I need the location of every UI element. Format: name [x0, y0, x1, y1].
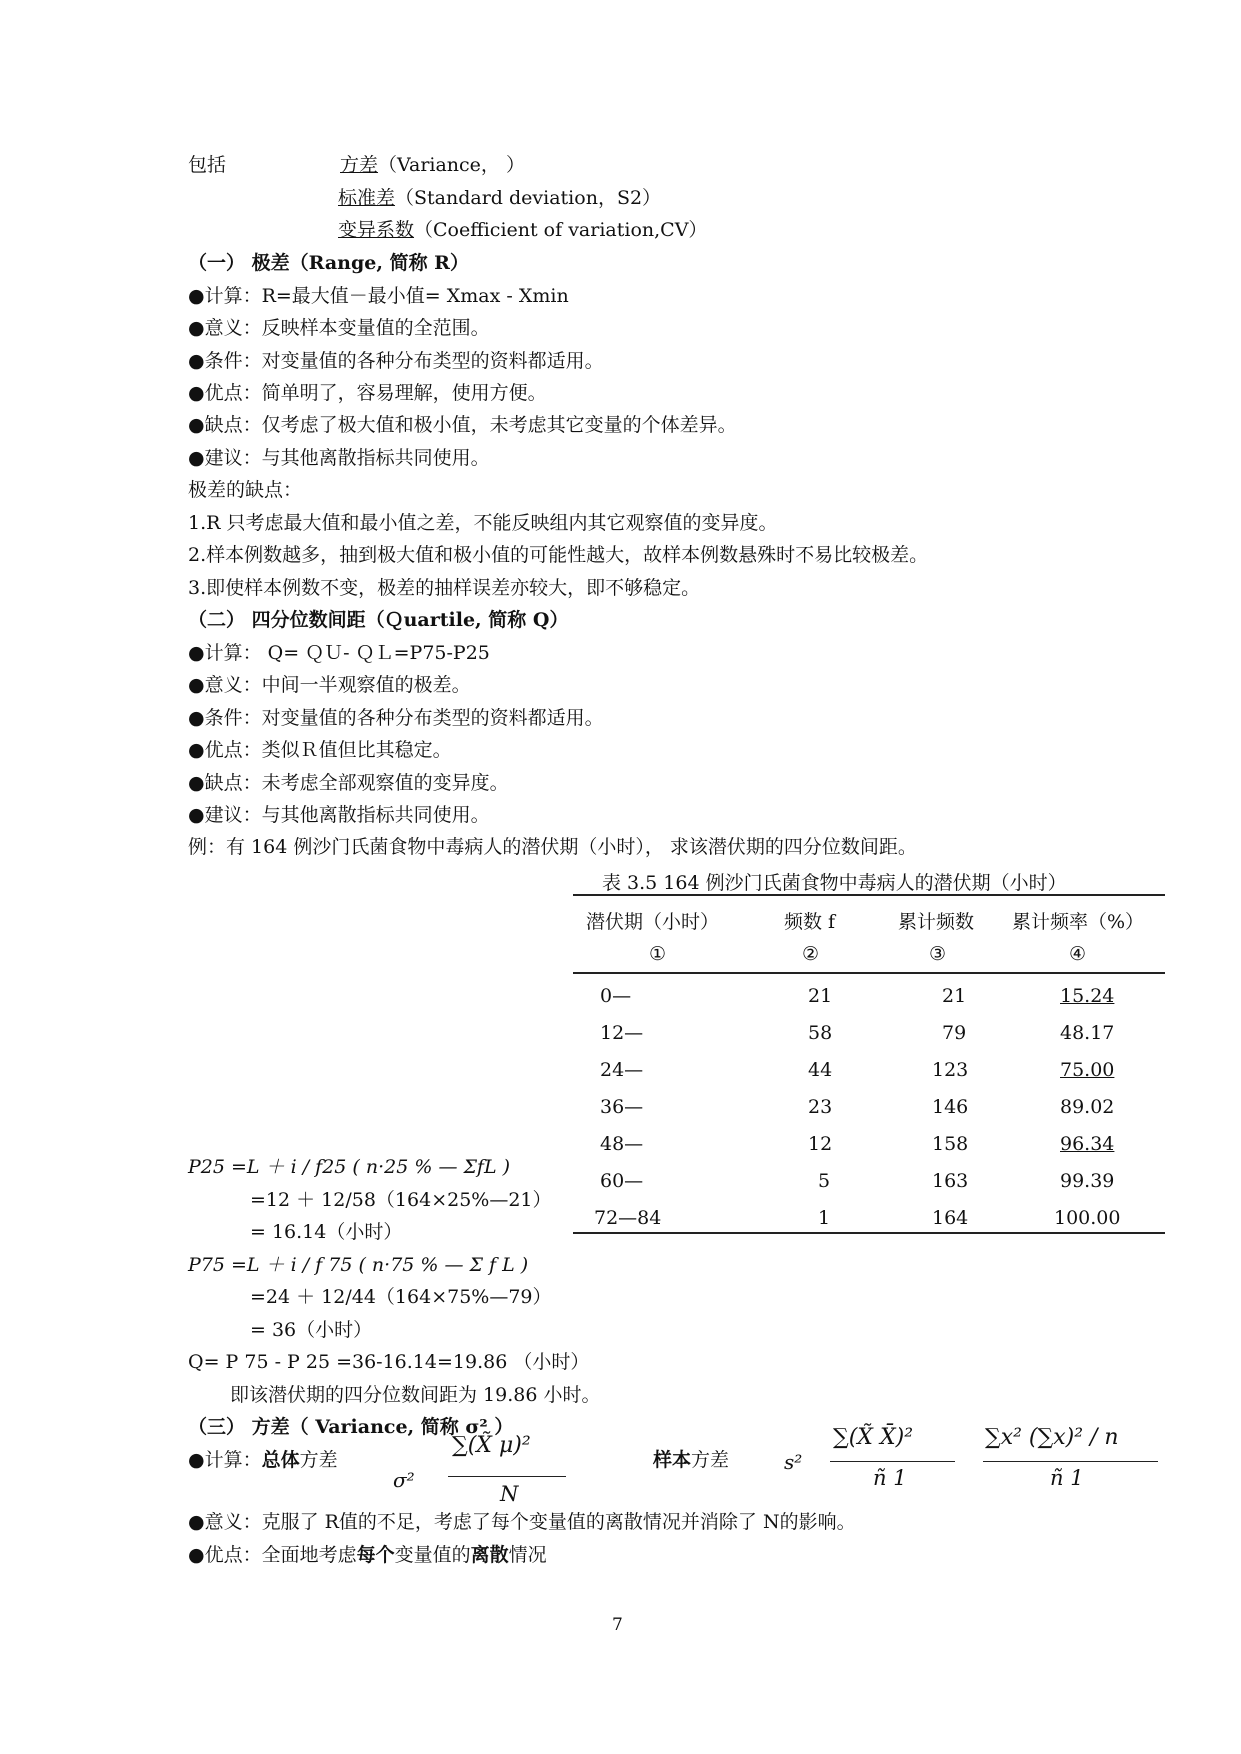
table-cell: 12—	[600, 1022, 644, 1044]
conclusion: 即该潜伏期的四分位数间距为 19.86 小时。	[230, 1384, 601, 1406]
drawbacks-title: 极差的缺点：	[188, 479, 303, 501]
table-subheader: ②	[802, 943, 820, 965]
pop-variance-numerator: ∑(X̃ μ)²	[452, 1433, 531, 1458]
table-cell: 58	[808, 1022, 833, 1044]
variance-line	[340, 152, 525, 178]
pop-variance-symbol: σ²	[393, 1468, 415, 1492]
q-result: Q= P 75 - P 25 =36-16.14=19.86 （小时）	[188, 1351, 590, 1373]
sec2-item: ●计算： Q= ＱＵ- ＱＬ=P75-P25	[188, 642, 490, 664]
table-cell: 15.24	[1060, 985, 1115, 1007]
table-cell: 0—	[600, 985, 632, 1007]
table-header: 累计频率（%）	[1012, 911, 1145, 933]
adv-part: 变量值的	[394, 1544, 471, 1566]
table-header: 累计频数	[898, 911, 975, 933]
sec2-item: ●条件：对变量值的各种分布类型的资料都适用。	[188, 707, 604, 729]
adv-bold-each: 每个	[356, 1544, 395, 1566]
variance-term: 方差	[340, 154, 379, 176]
sec1-item: ●建议：与其他离散指标共同使用。	[188, 447, 490, 469]
sample-variance-numerator-2: ∑x² (∑x)² / n	[985, 1425, 1119, 1450]
adv-part: ●优点：全面地考虑	[188, 1544, 357, 1566]
cv-term: 变异系数	[338, 219, 415, 241]
sec1-item: ●意义：反映样本变量值的全范围。	[188, 317, 490, 339]
table-cell: 44	[808, 1059, 833, 1081]
calc-label: ●计算：	[188, 1449, 262, 1471]
table-cell: 21	[808, 985, 833, 1007]
sample-fraction-bar-2	[983, 1461, 1158, 1462]
table-cell: 48.17	[1060, 1022, 1115, 1044]
sample-variance-numerator-1: ∑(X̃ X̄)²	[833, 1425, 914, 1450]
p75-line3: = 36（小时）	[250, 1319, 373, 1341]
sample-rest: 方差	[691, 1449, 730, 1471]
section1-title: （一） 极差（Range, 简称 R）	[188, 252, 469, 274]
p25-line3: = 16.14（小时）	[250, 1221, 403, 1243]
sd-term: 标准差	[338, 187, 396, 209]
p75-line2: =24 ＋ 12/44（164×75%—79）	[250, 1286, 552, 1308]
table-cell: 123	[932, 1059, 969, 1081]
population-rest: 方差	[299, 1449, 338, 1471]
table-header: 频数 f	[784, 911, 836, 933]
p25-line2: =12 ＋ 12/58（164×25%—21）	[250, 1189, 552, 1211]
sec2-item: ●意义：中间一半观察值的极差。	[188, 674, 471, 696]
table-cell: 48—	[600, 1133, 644, 1155]
sample-label-line	[653, 1447, 729, 1473]
pop-fraction-bar	[448, 1476, 566, 1477]
table-cell: 5	[818, 1170, 831, 1192]
table-cell: 158	[932, 1133, 969, 1155]
section2-title: （二） 四分位数间距（Ｑuartile, 简称 Q）	[188, 609, 569, 631]
table-cell: 23	[808, 1096, 833, 1118]
table-cell: 89.02	[1060, 1096, 1115, 1118]
sample-word: 样本	[653, 1449, 692, 1471]
sec2-item: ●建议：与其他离散指标共同使用。	[188, 804, 490, 826]
sec1-item: ●条件：对变量值的各种分布类型的资料都适用。	[188, 350, 604, 372]
population-word: 总体	[261, 1449, 300, 1471]
table-header-rule	[573, 972, 1165, 974]
sample-variance-denominator-2: ñ 1	[1050, 1466, 1084, 1490]
variance-advantage	[188, 1542, 547, 1568]
table-cell: 21	[942, 985, 967, 1007]
sd-rest: （Standard deviation，S2）	[395, 187, 662, 209]
drawback-item: 2.样本例数越多，抽到极大值和极小值的可能性越大，故样本例数悬殊时不易比较极差。	[188, 544, 929, 566]
table-subheader: ③	[929, 943, 947, 965]
table-cell: 79	[942, 1022, 967, 1044]
page-number: 7	[612, 1615, 623, 1635]
table-cell: 24—	[600, 1059, 644, 1081]
calc-label-line	[188, 1447, 338, 1473]
table-cell: 75.00	[1060, 1059, 1115, 1081]
table-top-rule	[573, 894, 1165, 896]
table-cell: 60—	[600, 1170, 644, 1192]
sec1-item: ●优点：简单明了，容易理解，使用方便。	[188, 382, 547, 404]
adv-bold-dispersion: 离散	[470, 1544, 509, 1566]
table-cell: 146	[932, 1096, 969, 1118]
section3-title: （三） 方差（ Variance, 简称 σ² ）	[188, 1416, 514, 1438]
pop-variance-denominator: N	[500, 1482, 519, 1506]
sec2-item: ●优点：类似Ｒ值但比其稳定。	[188, 739, 452, 761]
adv-part: 情况	[508, 1544, 547, 1566]
table-header: 潜伏期（小时）	[586, 911, 720, 933]
drawback-item: 1.R 只考虑最大值和最小值之差，不能反映组内其它观察值的变异度。	[188, 512, 778, 534]
table-caption: 表 3.5 164 例沙门氏菌食物中毒病人的潜伏期（小时）	[602, 872, 1067, 894]
sec2-item: ●缺点：未考虑全部观察值的变异度。	[188, 772, 509, 794]
table-cell: 36—	[600, 1096, 644, 1118]
table-cell: 164	[932, 1207, 969, 1229]
example-text: 例：有 164 例沙门氏菌食物中毒病人的潜伏期（小时）， 求该潜伏期的四分位数间距。	[188, 836, 917, 858]
table-cell: 96.34	[1060, 1133, 1115, 1155]
sample-variance-symbol: s²	[784, 1450, 803, 1474]
cv-line	[338, 217, 707, 243]
variance-meaning: ●意义：克服了 R值的不足，考虑了每个变量值的离散情况并消除了 N的影响。	[188, 1511, 856, 1533]
p25-line1: P25 =L ＋ i / f25 ( n·25 % — ΣfL )	[188, 1156, 511, 1178]
variance-rest: （Variance， ）	[378, 154, 525, 176]
table-cell: 163	[932, 1170, 969, 1192]
table-cell: 12	[808, 1133, 833, 1155]
table-subheader: ①	[649, 943, 667, 965]
table-cell: 72—84	[594, 1207, 662, 1229]
table-subheader: ④	[1069, 943, 1087, 965]
cv-rest: （Coefficient of variation,CV）	[414, 219, 708, 241]
sd-line	[338, 185, 661, 211]
table-cell: 99.39	[1060, 1170, 1115, 1192]
p75-line1: P75 =L ＋ i / f 75 ( n·75 % — Σ f L )	[188, 1254, 529, 1276]
table-cell: 1	[818, 1207, 831, 1229]
sec1-item: ●计算：R=最大值－最小值= Xmax - Xmin	[188, 285, 569, 307]
drawback-item: 3.即使样本例数不变，极差的抽样误差亦较大，即不够稳定。	[188, 577, 701, 599]
table-bottom-rule	[573, 1232, 1165, 1234]
sec1-item: ●缺点：仅考虑了极大值和极小值，未考虑其它变量的个体差异。	[188, 414, 737, 436]
table-cell: 100.00	[1054, 1207, 1121, 1229]
intro-label: 包括	[188, 154, 227, 176]
sample-variance-denominator-1: ñ 1	[873, 1466, 907, 1490]
sample-fraction-bar-1	[830, 1461, 955, 1462]
